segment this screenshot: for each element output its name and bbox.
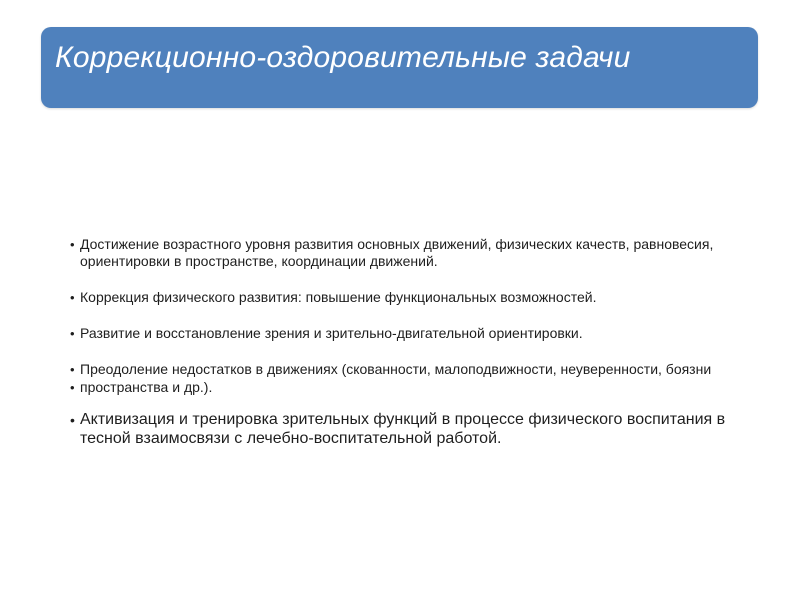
bullet-dot-icon: • [70, 380, 75, 395]
bullet-text: Развитие и восстановление зрения и зрительно-двигательной ориентировки. [80, 325, 583, 341]
bullet-item [60, 289, 760, 306]
bullet-text: Активизация и тренировка зрительных функций в процессе физического воспитания в тесной взаимосвязи с лечебно-воспитательной работой. [80, 411, 726, 447]
bullet-item [60, 379, 760, 396]
bullet-item [60, 236, 760, 270]
title-banner [41, 27, 758, 108]
bullet-item [60, 361, 760, 378]
bullet-text: Достижение возрастного уровня развития основных движений, физических качеств, равновесия, ориентировки в пространстве, координации движений. [80, 236, 714, 269]
bullet-text: Коррекция физического развития: повышение функциональных возможностей. [80, 289, 597, 305]
slide-title: Коррекционно-оздоровительные задачи [55, 41, 631, 74]
bullet-list [60, 236, 760, 448]
bullet-item [60, 325, 760, 342]
bullet-dot-icon: • [70, 362, 75, 377]
bullet-dot-icon: • [70, 326, 75, 341]
bullet-text: Преодоление недостатков в движениях (скованности, малоподвижности, неуверенности, боязни [80, 361, 712, 377]
bullet-dot-icon: • [70, 412, 75, 428]
bullet-item [60, 410, 760, 448]
bullet-text: пространства и др.). [80, 379, 213, 395]
bullet-dot-icon: • [70, 290, 75, 305]
bullet-dot-icon: • [70, 237, 75, 252]
